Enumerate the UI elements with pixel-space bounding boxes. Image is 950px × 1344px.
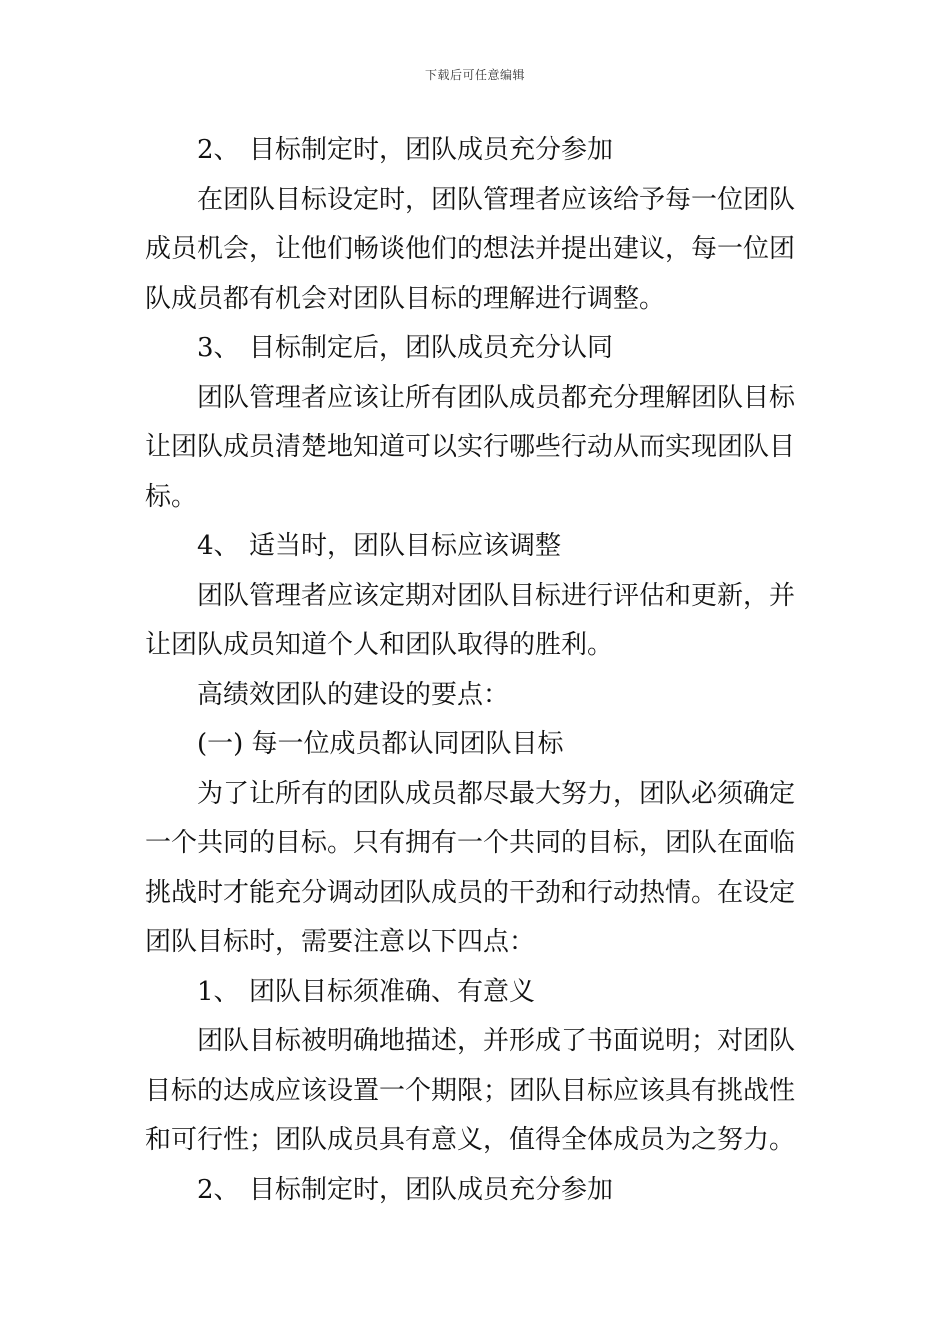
numbered-heading <box>145 1166 810 1216</box>
paragraph-line: 团队管理者应该定期对团队目标进行评估和更新，并 <box>197 580 796 611</box>
subsection-title: (一) 每一位成员都认同团队目标 <box>197 729 564 759</box>
paragraph-line: 和可行性；团队成员具有意义，值得全体成员为之努力。 <box>145 1125 796 1155</box>
paragraph-line: 一个共同的目标。只有拥有一个共同的目标，团队在面临 <box>145 828 796 858</box>
paragraph-line: 标。 <box>145 481 198 512</box>
paragraph-line: 为了让所有的团队成员都尽最大努力，团队必须确定 <box>197 778 796 809</box>
heading-text: 目标制定时，团队成员充分参加 <box>249 1174 614 1205</box>
paragraph-line: 团队管理者应该让所有团队成员都充分理解团队目标 <box>197 382 796 413</box>
paragraph-line: 成员机会，让他们畅谈他们的想法并提出建议，每一位团 <box>145 234 796 264</box>
paragraph-line: 团队目标被明确地描述，并形成了书面说明；对团队 <box>197 1026 796 1056</box>
item-number: 2、 <box>197 135 240 165</box>
heading-text: 目标制定时，团队成员充分参加 <box>249 135 614 165</box>
paragraph-line: 让团队成员知道个人和团队取得的胜利。 <box>145 630 614 660</box>
paragraph-line: 挑战时才能充分调动团队成员的干劲和行动热情。在设定 <box>145 877 796 908</box>
item-number: 3、 <box>197 333 240 363</box>
page-header: 下载后可任意编辑 <box>424 68 525 82</box>
item-number: 2、 <box>197 1174 240 1205</box>
paragraph-line: 目标的达成应该设置一个期限；团队目标应该具有挑战性 <box>145 1075 796 1106</box>
heading-text: 目标制定后，团队成员充分认同 <box>249 333 614 363</box>
paragraph-line: 在团队目标设定时，团队管理者应该给予每一位团队 <box>197 184 796 215</box>
section-title: 高绩效团队的建设的要点： <box>197 679 510 710</box>
heading-text: 适当时，团队目标应该调整 <box>249 531 562 561</box>
paragraph-line: 让团队成员清楚地知道可以实行哪些行动从而实现团队目 <box>145 432 796 462</box>
numbered-heading <box>145 324 810 374</box>
item-number: 1、 <box>197 976 240 1007</box>
paragraph-line: 队成员都有机会对团队目标的理解进行调整。 <box>145 283 666 314</box>
document-body <box>145 126 810 1215</box>
numbered-heading <box>145 522 810 572</box>
heading-text: 团队目标须准确、有意义 <box>249 976 536 1007</box>
numbered-heading <box>145 968 810 1018</box>
item-number: 4、 <box>197 531 240 561</box>
numbered-heading <box>145 126 810 176</box>
paragraph-line: 团队目标时，需要注意以下四点： <box>145 927 536 957</box>
